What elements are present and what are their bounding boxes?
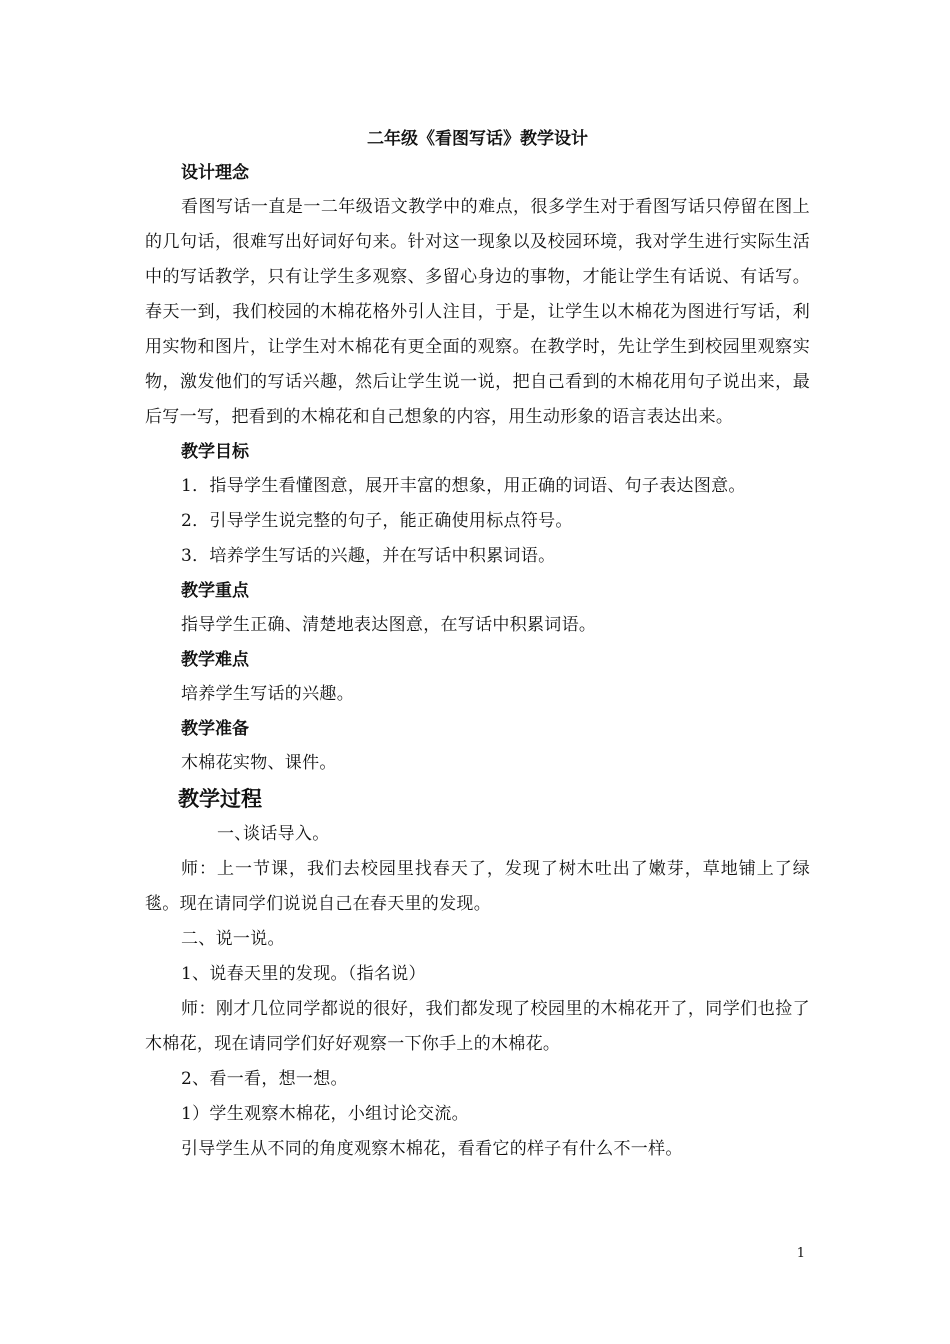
goal-item-1: 1．指导学生看懂图意，展开丰富的想象，用正确的词语、句子表达图意。	[181, 476, 746, 496]
preparation-text: 木棉花实物、课件。	[181, 753, 337, 773]
process-step-1-label: 谈话导入。	[243, 824, 330, 844]
heading-difficulties: 教学难点	[181, 650, 249, 670]
goal-item-2: 2．引导学生说完整的句子，能正确使用标点符号。	[181, 511, 573, 531]
page-number: 1	[796, 1246, 805, 1261]
heading-design-concept: 设计理念	[181, 163, 249, 183]
heading-preparation: 教学准备	[181, 719, 249, 739]
process-step-2: 二、说一说。	[181, 929, 285, 949]
document-body	[145, 122, 810, 1167]
document-title: 二年级《看图写话》教学设计	[367, 129, 588, 149]
process-sub-1: 1、说春天里的发现。（指名说）	[181, 964, 426, 984]
key-points-text: 指导学生正确、清楚地表达图意，在写话中积累词语。	[181, 615, 597, 635]
difficulties-text: 培养学生写话的兴趣。	[181, 684, 354, 704]
heading-teaching-process: 教学过程	[178, 787, 262, 811]
heading-teaching-goals: 教学目标	[181, 442, 249, 462]
design-concept-paragraph: 看图写话一直是一二年级语文教学中的难点，很多学生对于看图写话只停留在图上的几句话，很难写出好词好句来。针对这一现象以及校园环境，我对学生进行实际生活中的写话教学，只有让学生多观察、多留心身边的事物，才能让学生有话说、有话写。春天一到，我们校园的木棉花格外引人注目，于是，让学生以木棉花为图进行写话，利用实物和图片，让学生对木棉花有更全面的观察。在教学时，先让学生到校园里观察实物，激发他们的写话兴趣，然后让学生说一说，把自己看到的木棉花用句子说出来，最后写一写，把看到的木棉花和自己想象的内容，用生动形象的语言表达出来。	[145, 197, 810, 427]
process-step-1	[145, 817, 810, 852]
goal-item-3: 3．培养学生写话的兴趣，并在写话中积累词语。	[181, 546, 556, 566]
process-step-1-number: 一、	[217, 824, 252, 844]
process-paragraph-2: 师：刚才几位同学都说的很好，我们都发现了校园里的木棉花开了，同学们也捡了木棉花，现在请同学们好好观察一下你手上的木棉花。	[145, 999, 810, 1054]
process-paragraph-1: 师：上一节课，我们去校园里找春天了，发现了树木吐出了嫩芽，草地铺上了绿毯。现在请同学们说说自己在春天里的发现。	[145, 859, 810, 914]
process-sub-2: 2、看一看，想一想。	[181, 1069, 348, 1089]
heading-key-points: 教学重点	[181, 581, 249, 601]
process-sub-2-1: 1）学生观察木棉花，小组讨论交流。	[181, 1104, 469, 1124]
process-paragraph-3: 引导学生从不同的角度观察木棉花，看看它的样子有什么不一样。	[181, 1139, 683, 1159]
